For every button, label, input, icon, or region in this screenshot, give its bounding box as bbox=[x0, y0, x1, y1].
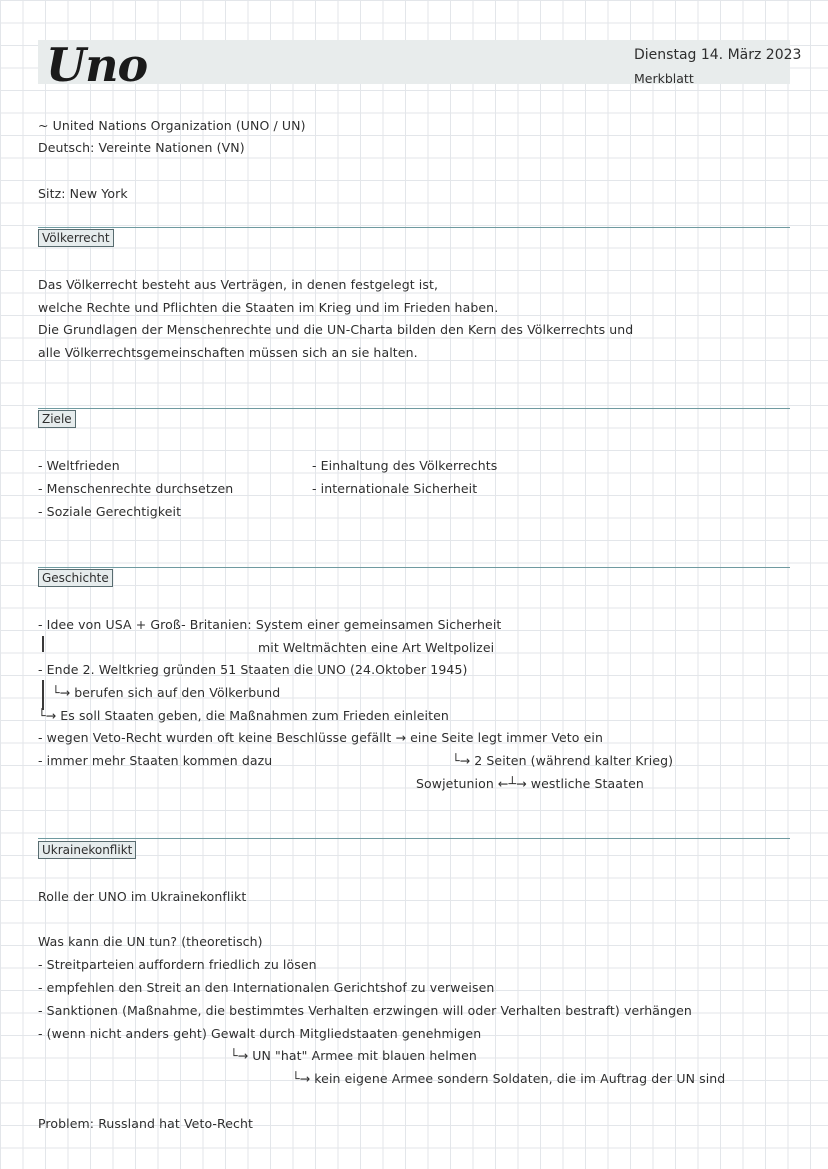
section-heading-geschichte: Geschichte bbox=[38, 569, 113, 587]
ukraine-line: - Streitparteien auffordern friedlich zu lösen bbox=[38, 957, 317, 972]
date: Dienstag 14. März 2023 bbox=[634, 47, 802, 63]
history-line: - immer mehr Staaten kommen dazu bbox=[38, 753, 273, 768]
section-divider-geschichte bbox=[38, 567, 790, 568]
history-line: - wegen Veto-Recht wurden oft keine Beschlüsse gefällt → eine Seite legt immer Veto ein bbox=[38, 730, 603, 745]
intro-line-german: Deutsch: Vereinte Nationen (VN) bbox=[38, 140, 245, 155]
section-divider-voelkerrecht bbox=[38, 227, 790, 228]
ukraine-subline: └→ kein eigene Armee sondern Soldaten, die im Auftrag der UN sind bbox=[292, 1071, 726, 1086]
goal-item: - Weltfrieden bbox=[38, 458, 120, 473]
voelkerrecht-line: Das Völkerrecht besteht aus Verträgen, in denen festgelegt ist, bbox=[38, 277, 439, 292]
history-line: - Idee von USA + Groß- Britanien: System einer gemeinsamen Sicherheit bbox=[38, 617, 502, 632]
ukraine-question: Was kann die UN tun? (theoretisch) bbox=[38, 934, 263, 949]
voelkerrecht-line: welche Rechte und Pflichten die Staaten im Krieg und im Frieden haben. bbox=[38, 300, 499, 315]
ukraine-line: - Sanktionen (Maßnahme, die bestimmtes Verhalten erzwingen will oder Verhalten bestraft) verhängen bbox=[38, 1003, 692, 1018]
section-divider-ziele bbox=[38, 408, 790, 409]
goal-item: - Soziale Gerechtigkeit bbox=[38, 504, 182, 519]
goal-item: - Menschenrechte durchsetzen bbox=[38, 481, 234, 496]
sheet-type: Merkblatt bbox=[634, 71, 694, 86]
voelkerrecht-line: alle Völkerrechtsgemeinschaften müssen sich an sie halten. bbox=[38, 345, 418, 360]
history-line: mit Weltmächten eine Art Weltpolizei bbox=[258, 640, 495, 655]
page-title: Uno bbox=[46, 38, 148, 92]
history-subline: └→ berufen sich auf den Völkerbund bbox=[52, 685, 281, 700]
section-heading-ziele: Ziele bbox=[38, 410, 76, 428]
ukraine-problem: Problem: Russland hat Veto-Recht bbox=[38, 1116, 254, 1131]
goal-item: - Einhaltung des Völkerrechts bbox=[312, 458, 498, 473]
intro-line-seat: Sitz: New York bbox=[38, 186, 128, 201]
history-subline: └→ Es soll Staaten geben, die Maßnahmen zum Frieden einleiten bbox=[38, 708, 449, 723]
section-heading-ukraine: Ukrainekonflikt bbox=[38, 841, 136, 859]
bracket-line bbox=[42, 680, 44, 710]
bracket-line bbox=[42, 636, 44, 652]
ukraine-line: - (wenn nicht anders geht) Gewalt durch Mitgliedstaaten genehmigen bbox=[38, 1026, 482, 1041]
history-subline: Sowjetunion ←┴→ westliche Staaten bbox=[416, 776, 644, 791]
history-subline: └→ 2 Seiten (während kalter Krieg) bbox=[452, 753, 674, 768]
section-divider-ukraine bbox=[38, 838, 790, 839]
history-line: - Ende 2. Weltkrieg gründen 51 Staaten die UNO (24.Oktober 1945) bbox=[38, 662, 468, 677]
voelkerrecht-line: Die Grundlagen der Menschenrechte und die UN-Charta bilden den Kern des Völkerrechts und bbox=[38, 322, 634, 337]
intro-line-name: ~ United Nations Organization (UNO / UN) bbox=[38, 118, 306, 133]
ukraine-subline: └→ UN "hat" Armee mit blauen helmen bbox=[230, 1048, 477, 1063]
ukraine-line: - empfehlen den Streit an den Internationalen Gerichtshof zu verweisen bbox=[38, 980, 495, 995]
ukraine-role: Rolle der UNO im Ukrainekonflikt bbox=[38, 889, 247, 904]
goal-item: - internationale Sicherheit bbox=[312, 481, 478, 496]
section-heading-voelkerrecht: Völkerrecht bbox=[38, 229, 114, 247]
